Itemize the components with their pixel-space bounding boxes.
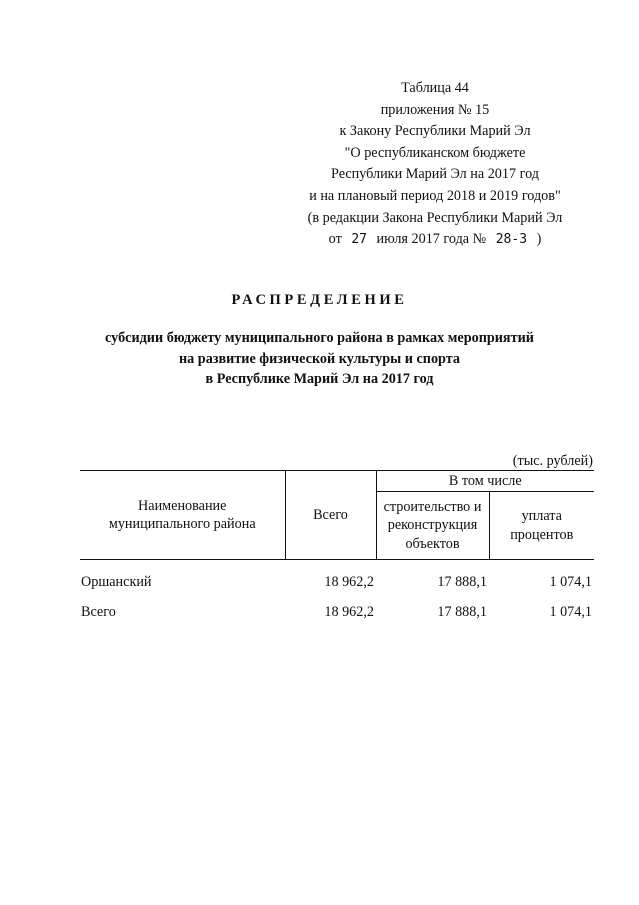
header-construction: строительство и реконструкция объектов <box>376 492 489 560</box>
cell-interest: 1 074,1 <box>549 603 592 620</box>
header-line: "О республиканском бюджете <box>344 144 526 161</box>
units-label: (тыс. рублей) <box>512 453 593 469</box>
subtitle-line: в Республике Марий Эл на 2017 год <box>205 371 434 387</box>
header-line: Республики Марий Эл на 2017 год <box>331 166 539 183</box>
date-month-year: июля 2017 года № <box>376 231 487 248</box>
header-line: приложения № 15 <box>380 101 490 118</box>
distribution-table <box>80 470 594 627</box>
document-title: РАСПРЕДЕЛЕНИЕ <box>231 292 408 308</box>
document-header <box>270 78 600 251</box>
date-prefix: от <box>328 231 342 248</box>
header-line: и на плановый период 2018 и 2019 годов" <box>309 187 561 204</box>
header-district-name: Наименование муниципального района <box>80 471 285 560</box>
cell-interest: 1 074,1 <box>549 573 592 590</box>
date-suffix: ) <box>536 231 542 248</box>
table-row-total <box>80 597 594 627</box>
header-line: (в редакции Закона Республики Марий Эл <box>307 209 563 226</box>
table-row <box>80 560 594 598</box>
cell-construction: 17 888,1 <box>437 603 487 620</box>
header-line: Таблица 44 <box>401 80 469 96</box>
header-interest: уплата процентов <box>489 492 594 560</box>
date-day: 27 <box>351 232 367 248</box>
subtitle-line: на развитие физической культуры и спорта <box>178 350 460 367</box>
subtitle-line: субсидии бюджету муниципального района в рамках мероприятий <box>105 330 534 346</box>
cell-construction: 17 888,1 <box>437 573 487 590</box>
cell-district: Всего <box>81 603 116 620</box>
cell-total: 18 962,2 <box>324 603 374 620</box>
header-including: В том числе <box>376 471 594 492</box>
document-subtitle <box>0 328 639 390</box>
header-date-line <box>270 229 600 251</box>
cell-total: 18 962,2 <box>324 573 374 590</box>
law-number: 28-3 <box>495 232 528 248</box>
header-line: к Закону Республики Марий Эл <box>339 123 531 140</box>
cell-district: Оршанский <box>81 573 152 590</box>
header-total: Всего <box>285 471 376 560</box>
